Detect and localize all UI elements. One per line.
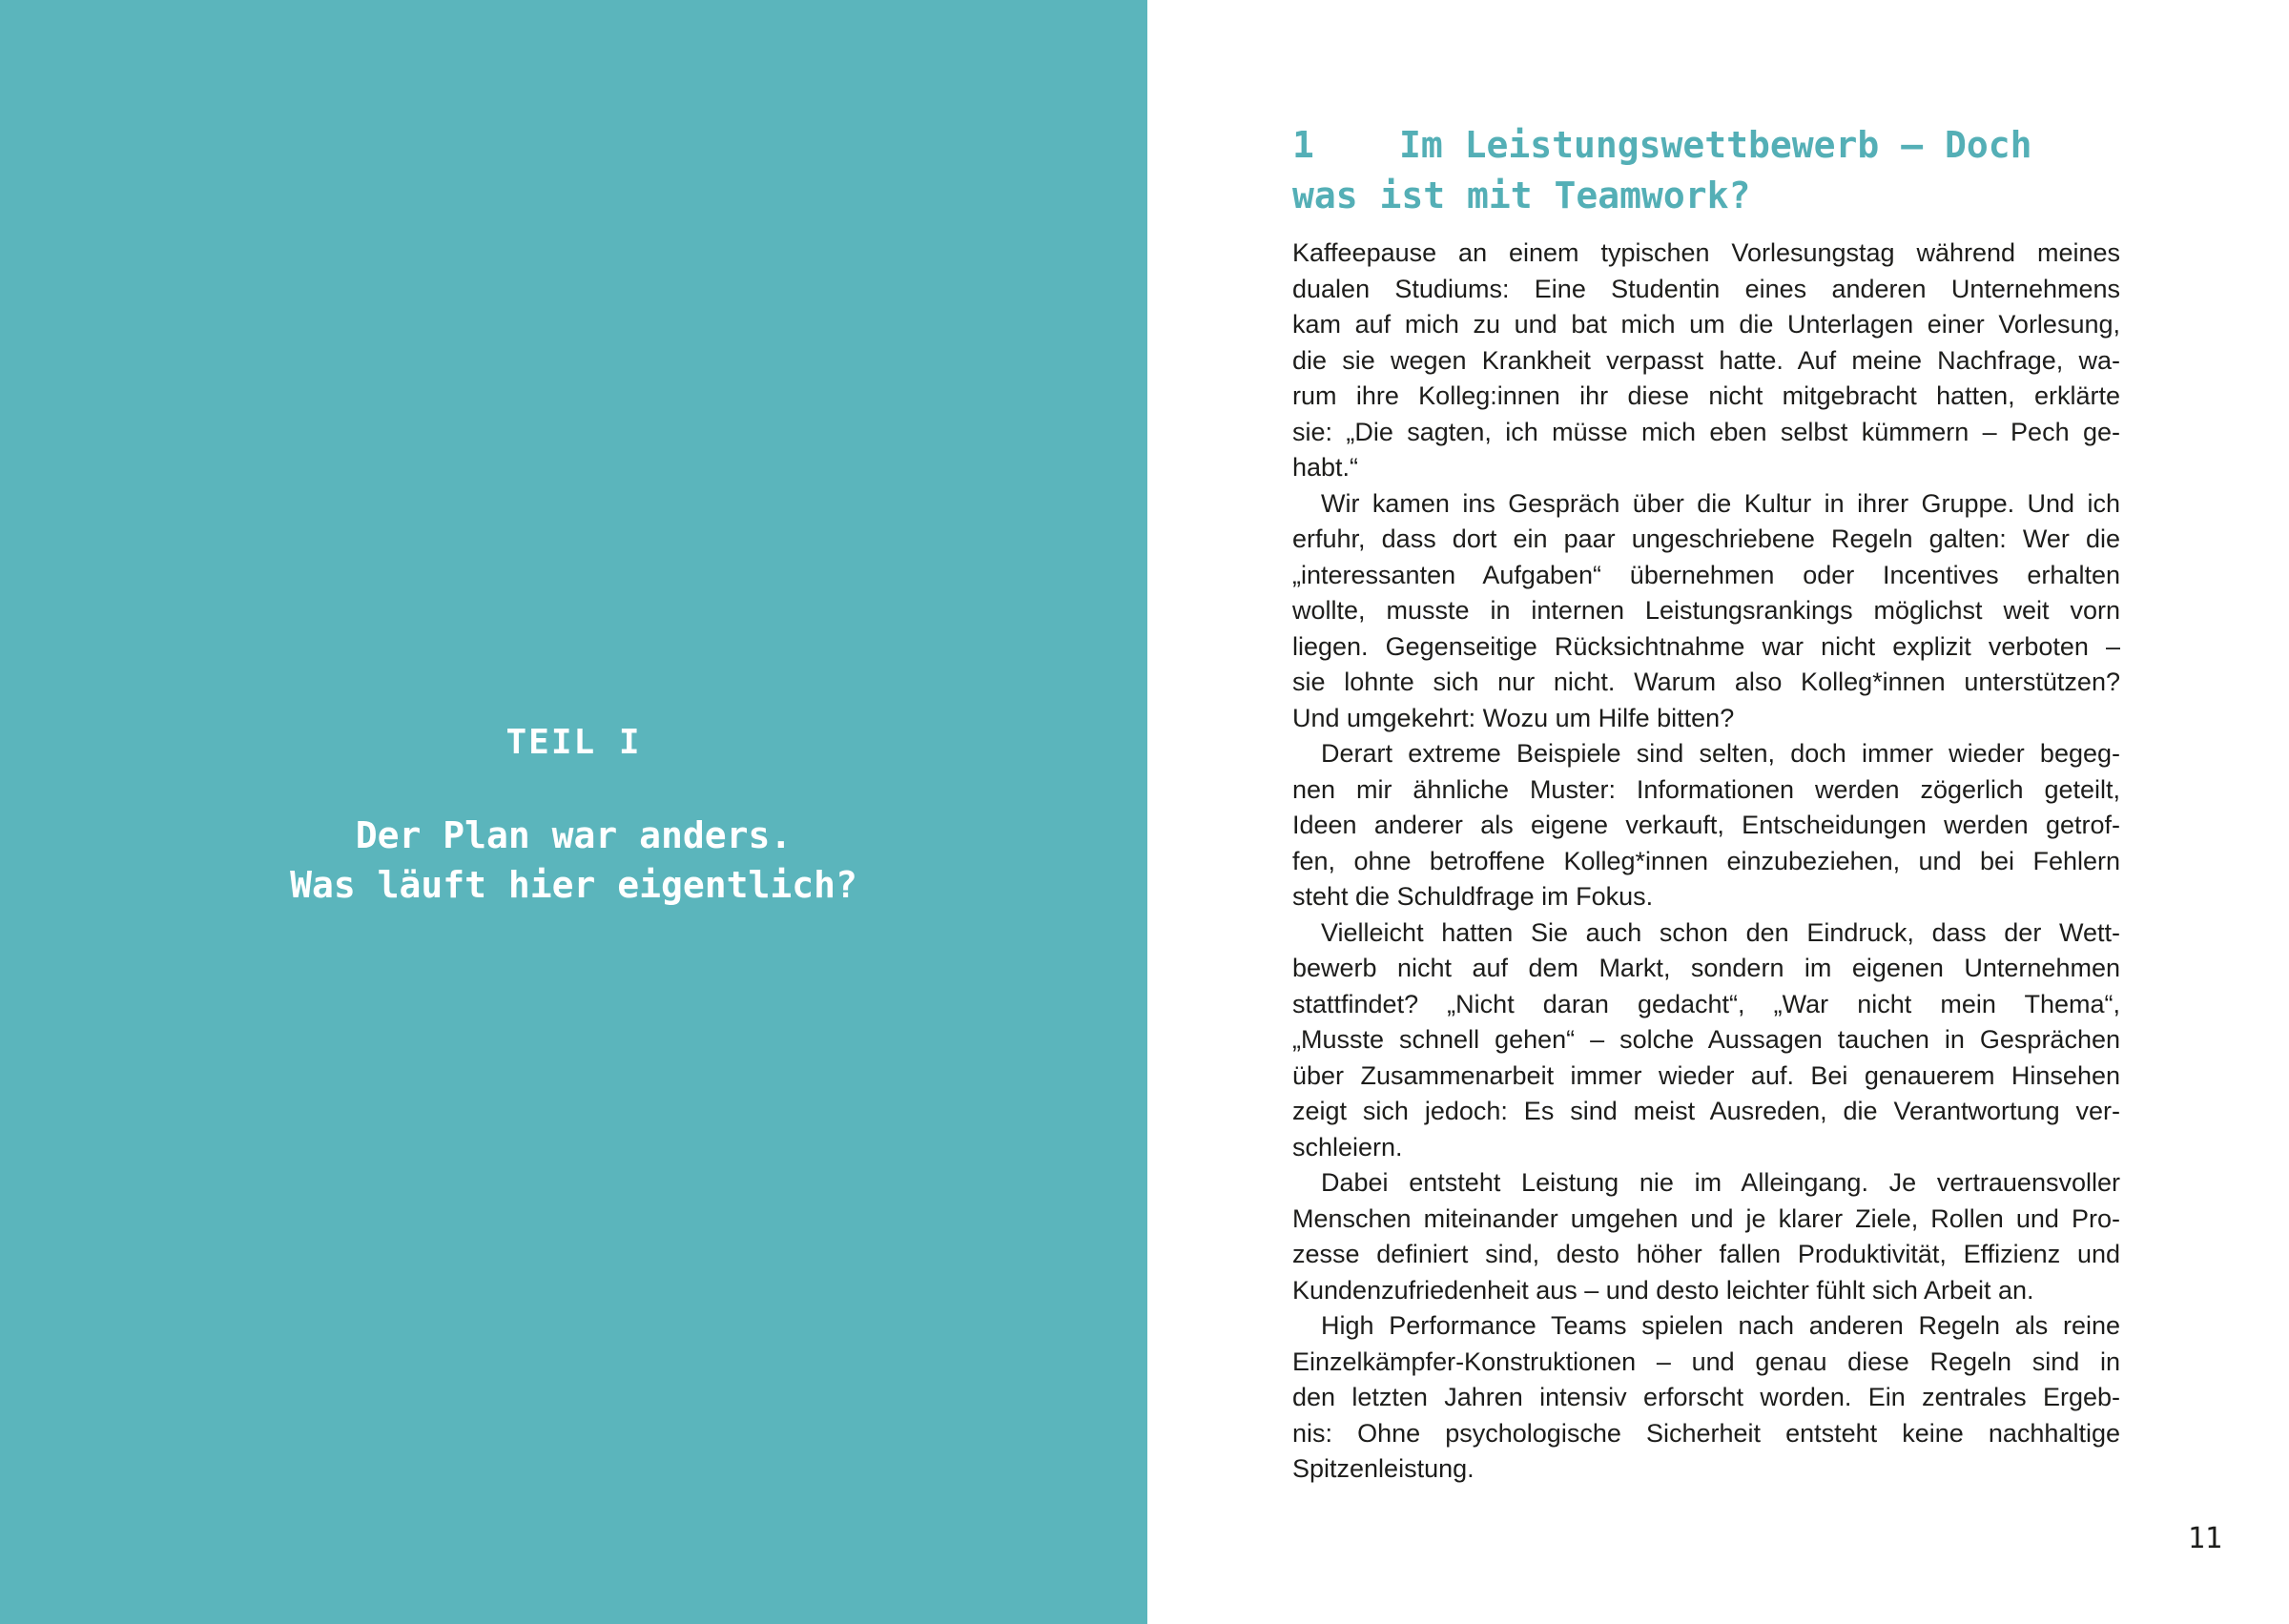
chapter-number: 1 — [1292, 124, 1314, 166]
text-line: steht die Schuldfrage im Fokus. — [1292, 882, 1654, 911]
text-line: nis: Ohne psychologische Sicherheit entsteht keine nachhaltige — [1292, 1418, 2120, 1448]
text-line: Kaffeepause an einem typischen Vorlesungstag während meines — [1292, 238, 2120, 267]
text-line: liegen. Gegenseitige Rücksichtnahme war nicht explizit verboten – — [1292, 631, 2120, 661]
text-line: Dabei entsteht Leistung nie im Alleingang. Je vertrauensvoller — [1321, 1168, 2120, 1197]
text-line: „Musste schnell gehen“ – solche Aussagen tauchen in Gesprächen — [1292, 1025, 2120, 1054]
text-line: Ideen anderer als eigene verkauft, Entscheidungen werden getrof- — [1292, 811, 2120, 839]
text-line: sie: „Die sagten, ich müsse mich eben selbst kümmern – Pech ge- — [1292, 417, 2120, 446]
text-line: Derart extreme Beispiele sind selten, doch immer wieder begeg- — [1321, 739, 2120, 768]
text-line: Und umgekehrt: Wozu um Hilfe bitten? — [1292, 703, 1735, 732]
text-line: Kundenzufriedenheit aus – und desto leichter fühlt sich Arbeit an. — [1292, 1275, 2034, 1305]
text-line: Spitzenleistung. — [1292, 1454, 1474, 1483]
paragraph — [1292, 236, 2120, 486]
part-title-line1: Der Plan war anders. — [355, 814, 793, 856]
text-line: rum ihre Kolleg:innen ihr diese nicht mitgebracht hatten, erklärte — [1292, 381, 2120, 410]
text-line: „interessanten Aufgaben“ übernehmen oder Incentives erhalten — [1292, 560, 2120, 589]
text-line: zeigt sich jedoch: Es sind meist Ausreden, die Verantwortung ver- — [1292, 1097, 2120, 1125]
part-title — [0, 811, 1147, 910]
paragraph — [1292, 1308, 2120, 1488]
page-number: 11 — [2187, 1522, 2222, 1555]
text-line: Vielleicht hatten Sie auch schon den Eindruck, dass der Wett- — [1321, 917, 2120, 947]
text-line: Menschen miteinander umgehen und je klarer Ziele, Rollen und Pro- — [1292, 1203, 2120, 1233]
text-line: nen mir ähnliche Muster: Informationen werden zögerlich geteilt, — [1292, 774, 2120, 804]
text-line: wollte, musste in internen Leistungsrankings möglichst weit vorn — [1292, 596, 2120, 625]
text-line: High Performance Teams spielen nach anderen Regeln als reine — [1321, 1311, 2120, 1340]
text-line: habt.“ — [1292, 453, 1359, 482]
text-line: die sie wegen Krankheit verpasst hatte. Auf meine Nachfrage, wa- — [1292, 345, 2120, 375]
part-title-line2: Was läuft hier eigentlich? — [290, 864, 857, 906]
text-line: bewerb nicht auf dem Markt, sondern im eigenen Unternehmen — [1292, 954, 2120, 982]
text-line: den letzten Jahren intensiv erforscht worden. Ein zentrales Ergeb- — [1292, 1383, 2120, 1411]
text-line: kam auf mich zu und bat mich um die Unterlagen einer Vorlesung, — [1292, 310, 2120, 339]
text-line: sie lohnte sich nur nicht. Warum also Kolleg*innen unterstützen? — [1292, 668, 2120, 696]
paragraph — [1292, 915, 2120, 1166]
text-line: stattfindet? „Nicht daran gedacht“, „War nicht mein Thema“, — [1292, 989, 2120, 1018]
chapter-heading — [1292, 120, 2151, 221]
paragraph — [1292, 1165, 2120, 1308]
paragraph — [1292, 736, 2120, 915]
text-line: erfuhr, dass dort ein paar ungeschriebene Regeln galten: Wer die — [1292, 524, 2120, 553]
text-line: fen, ohne betroffene Kolleg*innen einzubeziehen, und bei Fehlern — [1292, 846, 2120, 875]
text-line: zesse definiert sind, desto höher fallen Produktivität, Effizienz und — [1292, 1240, 2120, 1268]
text-line: Wir kamen ins Gespräch über die Kultur in ihrer Gruppe. Und ich — [1321, 488, 2120, 518]
text-line: Einzelkämpfer-Konstruktionen – und genau diese Regeln sind in — [1292, 1346, 2120, 1376]
part-label: TEIL I — [505, 723, 642, 762]
text-line: dualen Studiums: Eine Studentin eines anderen Unternehmens — [1292, 274, 2120, 303]
chapter-heading-line1 — [1292, 120, 2151, 171]
chapter-heading-line2: was ist mit Teamwork? — [1292, 175, 1751, 216]
body-text — [1292, 236, 2120, 1488]
chapter-heading-text1: Im Leistungswettbewerb – Doch — [1399, 124, 2032, 166]
text-line: über Zusammenarbeit immer wieder auf. Bei genauerem Hinsehen — [1292, 1060, 2120, 1090]
paragraph — [1292, 486, 2120, 737]
text-line: schleiern. — [1292, 1132, 1403, 1161]
